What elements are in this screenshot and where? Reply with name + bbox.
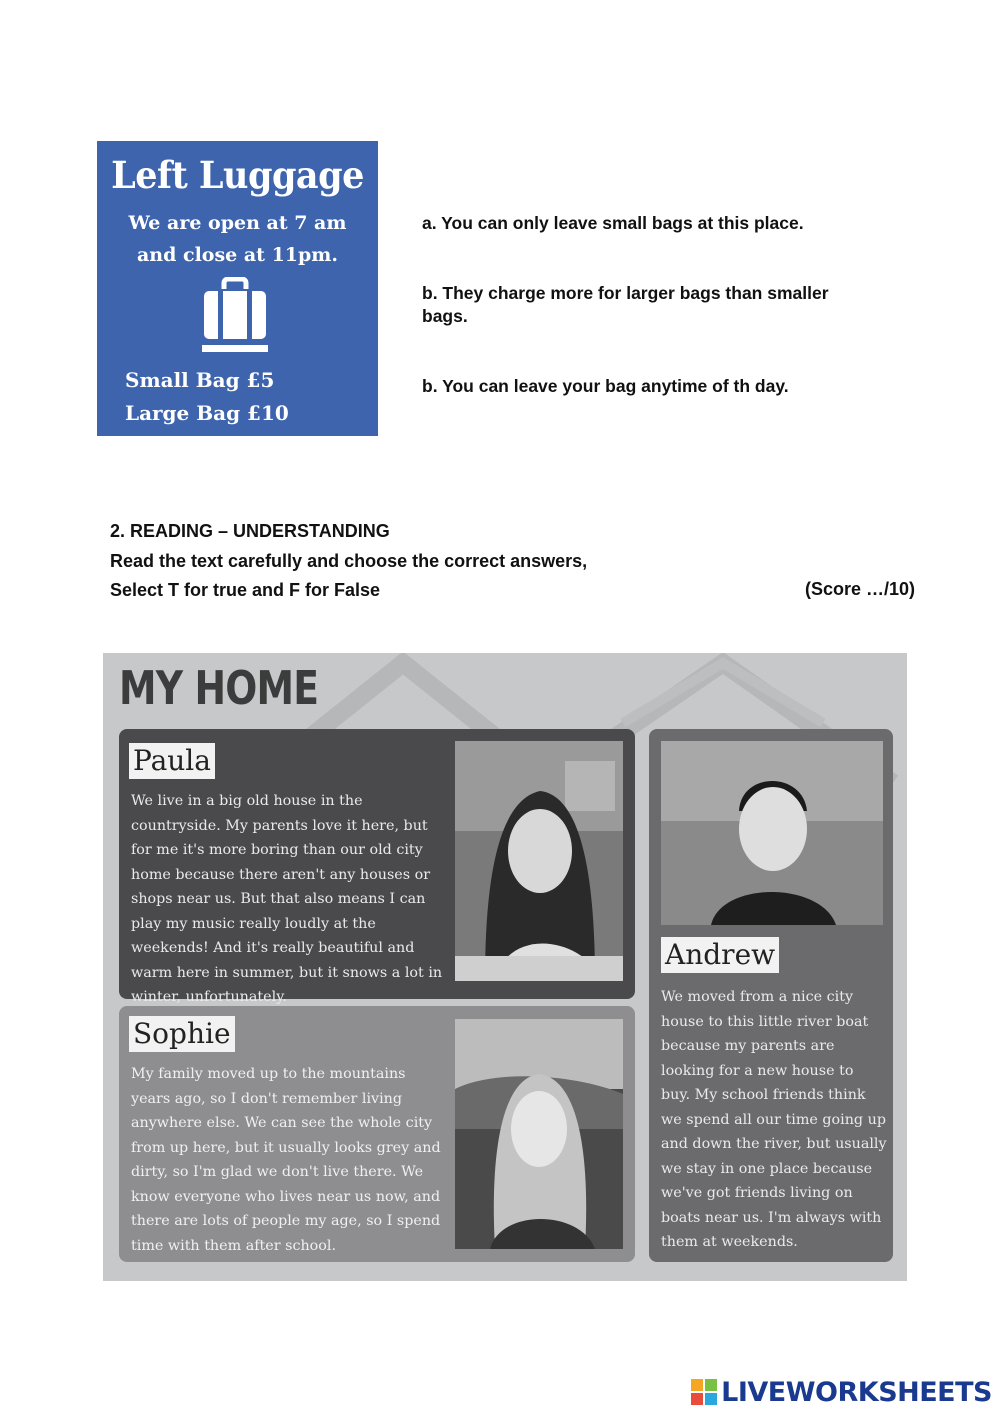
paula-card bbox=[119, 729, 635, 1005]
section-heading: 2. READING – UNDERSTANDING bbox=[110, 521, 390, 541]
paula-name: Paula bbox=[129, 743, 215, 779]
suitcase-icon bbox=[200, 277, 270, 355]
paula-photo bbox=[455, 741, 623, 981]
liveworksheets-wordmark: LIVEWORKSHEETS bbox=[721, 1376, 992, 1408]
andrew-photo bbox=[661, 741, 883, 925]
statement-b2: b. You can leave your bag anytime of th day. bbox=[422, 376, 789, 396]
andrew-card bbox=[649, 729, 893, 1262]
large-bag-price: Large Bag £10 bbox=[125, 401, 289, 425]
instruction-line-1: Read the text carefully and choose the correct answers, bbox=[110, 551, 588, 571]
liveworksheets-blocks-icon bbox=[691, 1379, 717, 1405]
sophie-photo bbox=[455, 1019, 623, 1249]
statement-b1: b. They charge more for larger bags than smaller bags. bbox=[422, 283, 829, 326]
statement-a: a. You can only leave small bags at this place. bbox=[422, 213, 804, 233]
sophie-text: My family moved up to the mountains years ago, so I don't remember living anywhere else. We can see the whole city from up here, but it usually looks grey and dirty, so I'm glad we don't live there. We know everyone who lives near us now, and there are lots of people my age, so I spend time with them after school. bbox=[131, 1066, 441, 1254]
instruction-line-2: Select T for true and F for False bbox=[110, 580, 381, 600]
my-home-heading: MY HOME bbox=[119, 661, 319, 715]
andrew-text: We moved from a nice city house to this little river boat because my parents are looking for a new house to buy. My school friends think we spend all our time going up and down the river, but usually we stay in one place because we've got friends living on boats near us. I'm always with them at weekends. bbox=[661, 989, 887, 1250]
liveworksheets-logo bbox=[691, 1377, 992, 1407]
sign-hours: We are open at 7 am and close at 11pm. bbox=[128, 212, 347, 266]
andrew-name: Andrew bbox=[661, 937, 779, 973]
left-luggage-sign bbox=[97, 141, 378, 436]
sophie-name: Sophie bbox=[129, 1016, 235, 1052]
sophie-card bbox=[119, 1006, 635, 1262]
sign-title: Left Luggage bbox=[111, 153, 364, 198]
small-bag-price: Small Bag £5 bbox=[125, 368, 275, 392]
my-home-panel bbox=[103, 653, 907, 1281]
paula-text: We live in a big old house in the countryside. My parents love it here, but for me it's more boring than our old city home because there aren't any houses or shops near us. But that also means I can play my music really loudly at the weekends! And it's really beautiful and warm here in summer, but it snows a lot in winter, unfortunately. bbox=[131, 793, 443, 1005]
score-label: (Score …/10) bbox=[804, 579, 915, 599]
